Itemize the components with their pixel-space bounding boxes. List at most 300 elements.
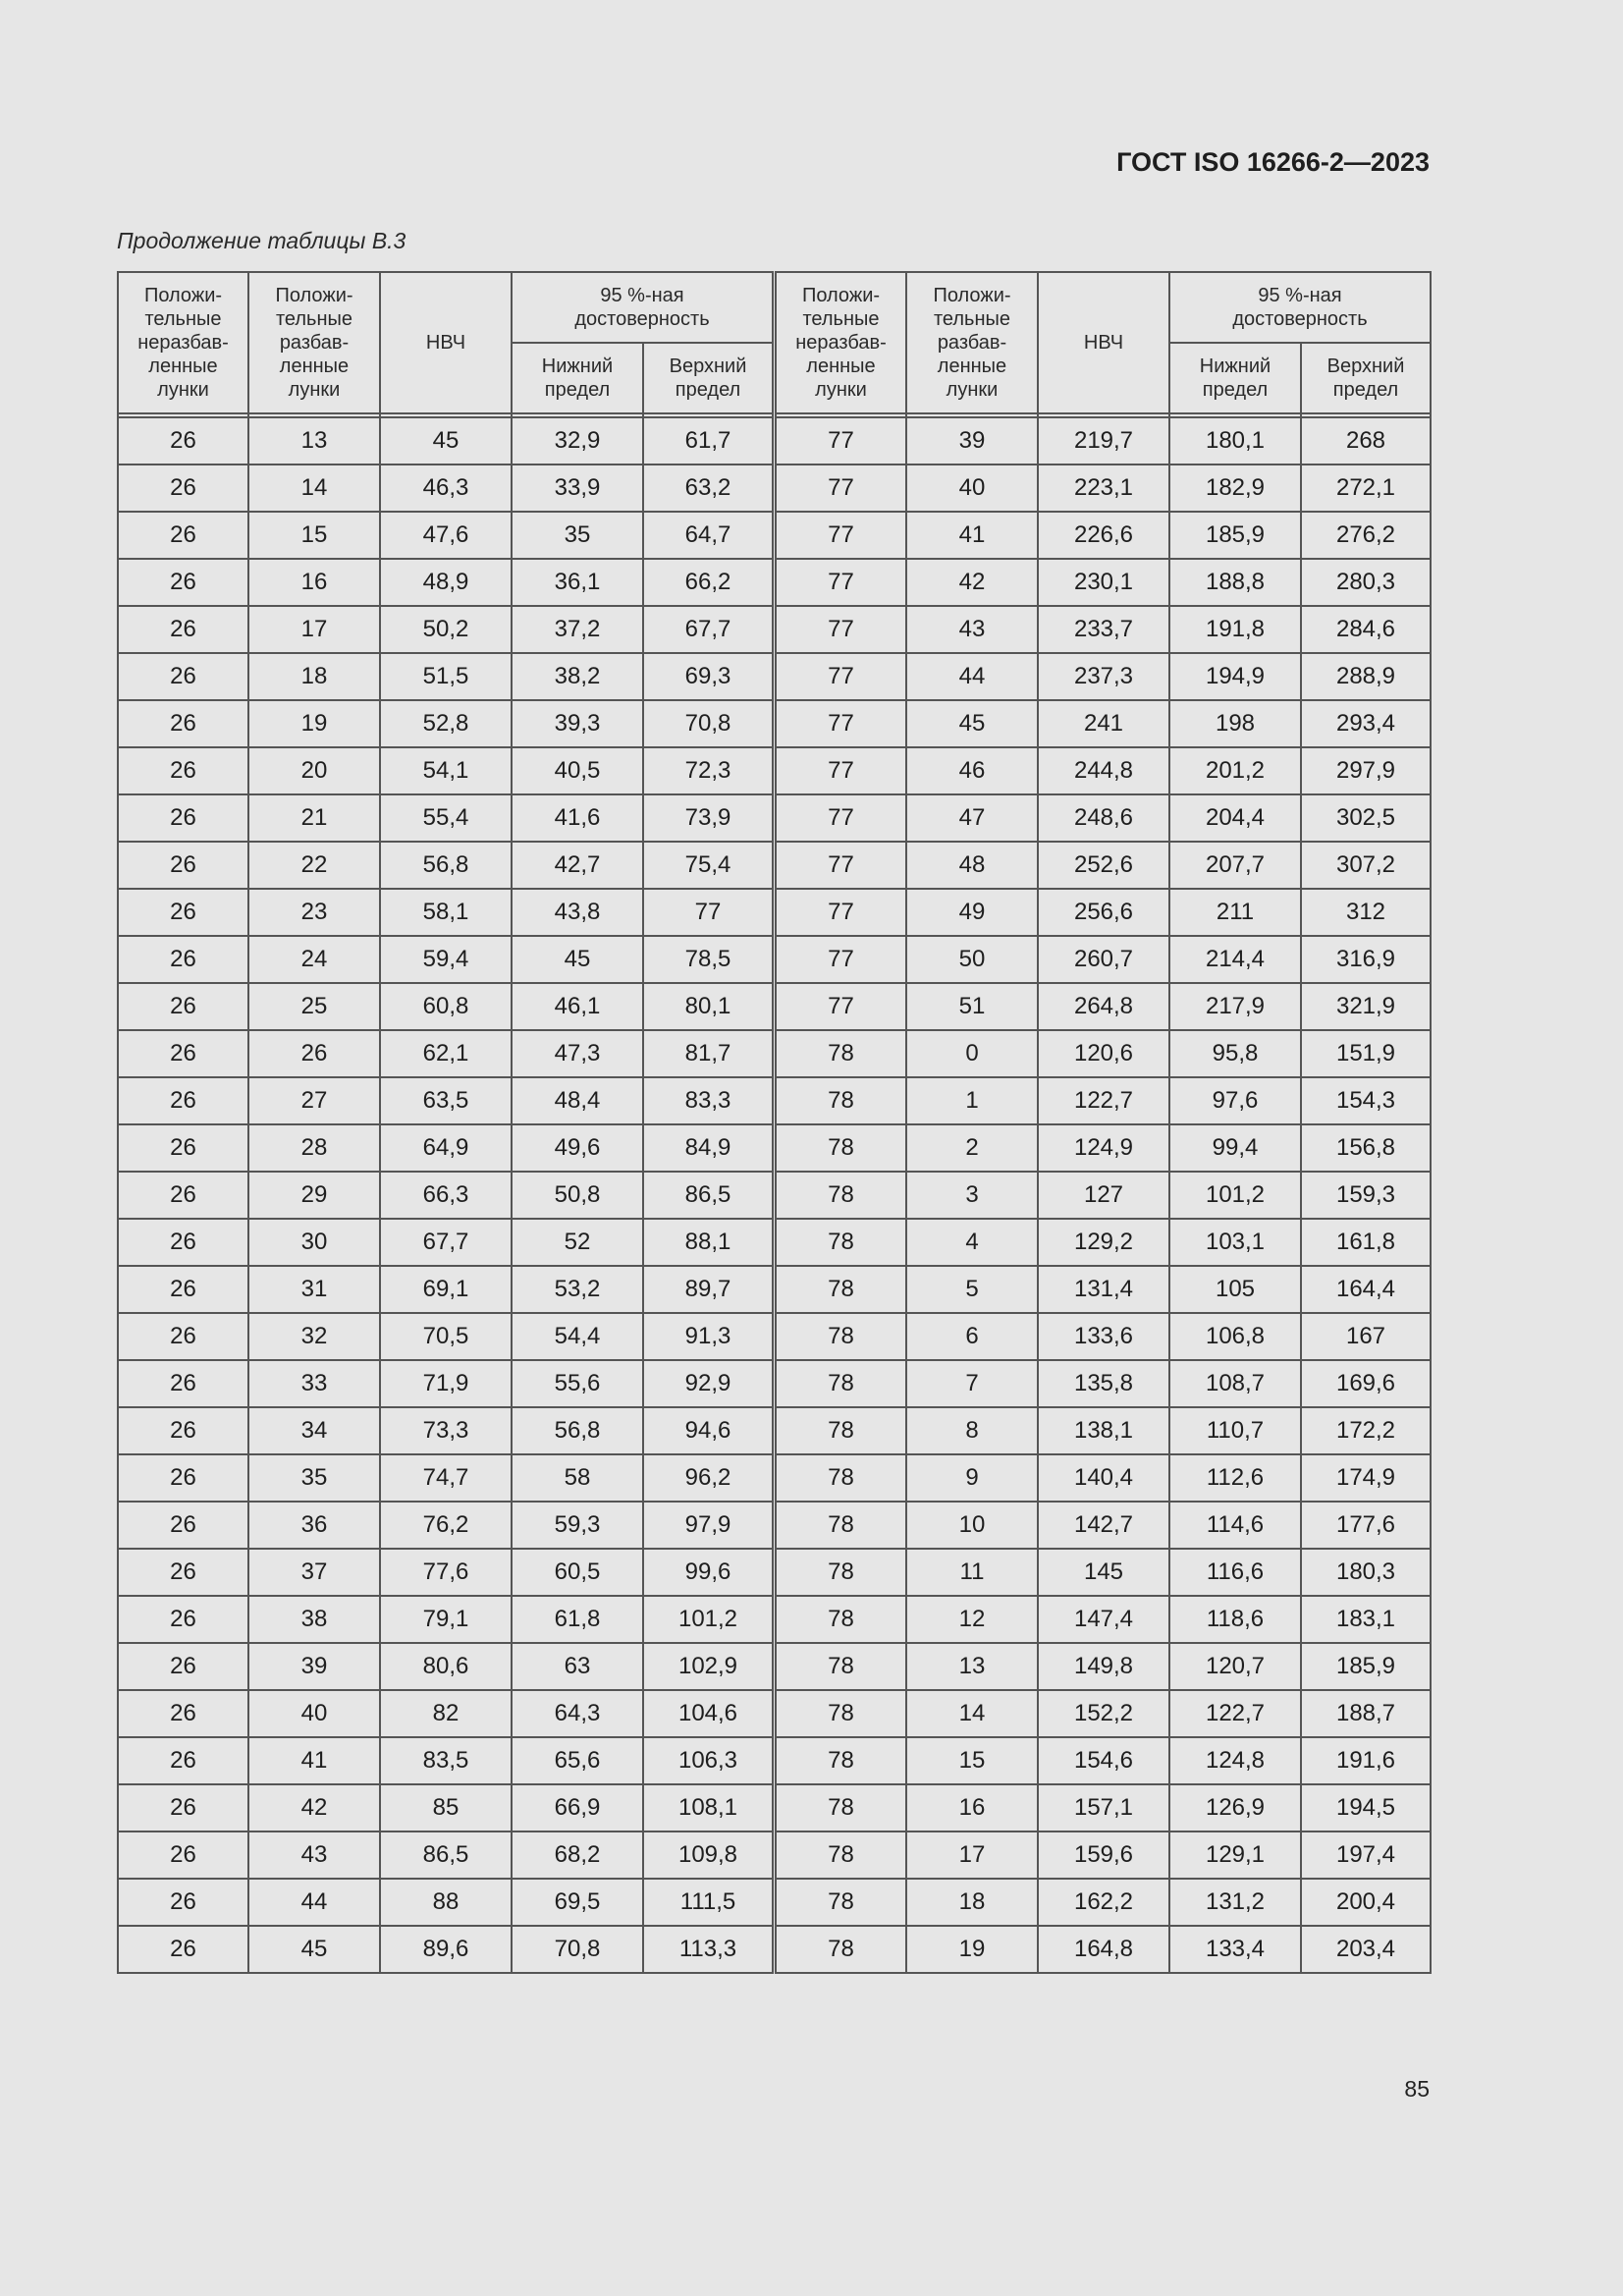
table-cell: 39,3: [512, 700, 643, 747]
table-row: [118, 1596, 773, 1643]
table-row: [776, 512, 1431, 559]
table-row: [776, 842, 1431, 889]
table-cell: 26: [118, 983, 248, 1030]
table-cell: 42,7: [512, 842, 643, 889]
table-cell: 54,1: [380, 747, 512, 794]
table-cell: 78: [776, 1690, 906, 1737]
table-cell: 188,8: [1169, 559, 1301, 606]
table-cell: 65,6: [512, 1737, 643, 1784]
table-row: [118, 559, 773, 606]
table-cell: 55,4: [380, 794, 512, 842]
table-cell: 26: [118, 1266, 248, 1313]
table-cell: 20: [248, 747, 380, 794]
table-cell: 207,7: [1169, 842, 1301, 889]
table-cell: 114,6: [1169, 1502, 1301, 1549]
table-cell: 116,6: [1169, 1549, 1301, 1596]
table-cell: 72,3: [643, 747, 773, 794]
table-cell: 256,6: [1038, 889, 1169, 936]
table-cell: 162,2: [1038, 1879, 1169, 1926]
table-cell: 80,1: [643, 983, 773, 1030]
table-row: [776, 1879, 1431, 1926]
table-row: [776, 794, 1431, 842]
table-row: [118, 700, 773, 747]
table-cell: 88: [380, 1879, 512, 1926]
table-cell: 122,7: [1169, 1690, 1301, 1737]
table-cell: 32: [248, 1313, 380, 1360]
table-cell: 77: [776, 653, 906, 700]
table-cell: 105: [1169, 1266, 1301, 1313]
table-cell: 167: [1301, 1313, 1431, 1360]
table-cell: 164,8: [1038, 1926, 1169, 1973]
header-lower-limit: Нижний предел: [512, 343, 643, 413]
table-cell: 0: [906, 1030, 1038, 1077]
table-cell: 26: [118, 889, 248, 936]
table-row: [118, 606, 773, 653]
table-cell: 284,6: [1301, 606, 1431, 653]
table-cell: 46: [906, 747, 1038, 794]
table-cell: 97,6: [1169, 1077, 1301, 1124]
table-cell: 151,9: [1301, 1030, 1431, 1077]
table-cell: 73,9: [643, 794, 773, 842]
table-cell: 31: [248, 1266, 380, 1313]
table-cell: 219,7: [1038, 417, 1169, 465]
table-cell: 43,8: [512, 889, 643, 936]
table-row: [118, 512, 773, 559]
table-cell: 108,1: [643, 1784, 773, 1831]
table-cell: 21: [248, 794, 380, 842]
table-row: [776, 417, 1431, 465]
table-cell: 74,7: [380, 1454, 512, 1502]
table-cell: 244,8: [1038, 747, 1169, 794]
table-cell: 26: [118, 1926, 248, 1973]
table-cell: 77: [776, 512, 906, 559]
table-cell: 38,2: [512, 653, 643, 700]
table-row: [118, 1266, 773, 1313]
table-cell: 78: [776, 1360, 906, 1407]
table-row: [118, 1690, 773, 1737]
table-cell: 26: [118, 1879, 248, 1926]
table-cell: 48,4: [512, 1077, 643, 1124]
header-positive-undiluted: Положи- тельные неразбав- ленные лунки: [118, 272, 248, 413]
table-cell: 29: [248, 1172, 380, 1219]
table-cell: 106,3: [643, 1737, 773, 1784]
table-row: [118, 983, 773, 1030]
table-cell: 26: [118, 1737, 248, 1784]
table-cell: 26: [118, 417, 248, 465]
table-cell: 45: [512, 936, 643, 983]
table-cell: 26: [118, 1219, 248, 1266]
table-cell: 39: [906, 417, 1038, 465]
header-positive-diluted: Положи- тельные разбав- ленные лунки: [248, 272, 380, 413]
table-cell: 94,6: [643, 1407, 773, 1454]
table-cell: 129,2: [1038, 1219, 1169, 1266]
table-cell: 78: [776, 1077, 906, 1124]
table-row: [776, 1690, 1431, 1737]
table-cell: 272,1: [1301, 465, 1431, 512]
table-row: [776, 1124, 1431, 1172]
table-cell: 102,9: [643, 1643, 773, 1690]
table-row: [776, 700, 1431, 747]
table-cell: 77: [776, 983, 906, 1030]
table-cell: 26: [118, 747, 248, 794]
table-cell: 154,6: [1038, 1737, 1169, 1784]
table-row: [776, 1172, 1431, 1219]
table-cell: 26: [118, 1643, 248, 1690]
table-cell: 183,1: [1301, 1596, 1431, 1643]
table-cell: 101,2: [643, 1596, 773, 1643]
table-row: [776, 1360, 1431, 1407]
table-cell: 135,8: [1038, 1360, 1169, 1407]
table-cell: 75,4: [643, 842, 773, 889]
table-cell: 17: [906, 1831, 1038, 1879]
table-row: [118, 653, 773, 700]
table-cell: 26: [118, 512, 248, 559]
table-cell: 77,6: [380, 1549, 512, 1596]
table-cell: 88,1: [643, 1219, 773, 1266]
table-cell: 204,4: [1169, 794, 1301, 842]
table-cell: 66,9: [512, 1784, 643, 1831]
table-cell: 149,8: [1038, 1643, 1169, 1690]
table-cell: 82: [380, 1690, 512, 1737]
table-cell: 83,5: [380, 1737, 512, 1784]
table-cell: 58,1: [380, 889, 512, 936]
table-cell: 233,7: [1038, 606, 1169, 653]
table-cell: 159,6: [1038, 1831, 1169, 1879]
table-cell: 78: [776, 1124, 906, 1172]
table-row: [118, 889, 773, 936]
table-cell: 44: [906, 653, 1038, 700]
table-row: [118, 1926, 773, 1973]
table-cell: 78: [776, 1596, 906, 1643]
table-cell: 30: [248, 1219, 380, 1266]
table-cell: 2: [906, 1124, 1038, 1172]
table-row: [776, 889, 1431, 936]
table-cell: 18: [906, 1879, 1038, 1926]
table-cell: 124,8: [1169, 1737, 1301, 1784]
header-mpn: НВЧ: [380, 272, 512, 413]
table-cell: 26: [118, 936, 248, 983]
table-cell: 293,4: [1301, 700, 1431, 747]
table-cell: 307,2: [1301, 842, 1431, 889]
table-row: [776, 983, 1431, 1030]
table-cell: 297,9: [1301, 747, 1431, 794]
table-cell: 69,5: [512, 1879, 643, 1926]
table-cell: 77: [776, 889, 906, 936]
table-cell: 260,7: [1038, 936, 1169, 983]
header-upper-limit: Верхний предел: [643, 343, 773, 413]
table-cell: 33,9: [512, 465, 643, 512]
table-cell: 188,7: [1301, 1690, 1431, 1737]
table-cell: 120,7: [1169, 1643, 1301, 1690]
table-row: [118, 1549, 773, 1596]
table-row: [776, 1219, 1431, 1266]
table-cell: 66,2: [643, 559, 773, 606]
table-row: [118, 1030, 773, 1077]
table-cell: 56,8: [380, 842, 512, 889]
table-row: [118, 1313, 773, 1360]
table-cell: 43: [248, 1831, 380, 1879]
table-cell: 198: [1169, 700, 1301, 747]
table-cell: 77: [776, 700, 906, 747]
table-cell: 38: [248, 1596, 380, 1643]
table-cell: 26: [118, 653, 248, 700]
table-cell: 174,9: [1301, 1454, 1431, 1502]
table-cell: 78,5: [643, 936, 773, 983]
table-row: [776, 1737, 1431, 1784]
table-cell: 26: [248, 1030, 380, 1077]
table-cell: 15: [906, 1737, 1038, 1784]
table-cell: 99,4: [1169, 1124, 1301, 1172]
table-cell: 47,3: [512, 1030, 643, 1077]
table-cell: 111,5: [643, 1879, 773, 1926]
table-cell: 194,5: [1301, 1784, 1431, 1831]
table-cell: 51,5: [380, 653, 512, 700]
table-cell: 133,4: [1169, 1926, 1301, 1973]
table-cell: 142,7: [1038, 1502, 1169, 1549]
table-cell: 214,4: [1169, 936, 1301, 983]
table-cell: 73,3: [380, 1407, 512, 1454]
table-cell: 14: [906, 1690, 1038, 1737]
table-cell: 77: [776, 465, 906, 512]
table-cell: 69,3: [643, 653, 773, 700]
table-cell: 169,6: [1301, 1360, 1431, 1407]
table-cell: 185,9: [1169, 512, 1301, 559]
table-cell: 64,3: [512, 1690, 643, 1737]
table-cell: 26: [118, 794, 248, 842]
table-cell: 91,3: [643, 1313, 773, 1360]
table-cell: 131,2: [1169, 1879, 1301, 1926]
table-row: [118, 1172, 773, 1219]
table-row: [776, 465, 1431, 512]
table-cell: 59,3: [512, 1502, 643, 1549]
table-cell: 24: [248, 936, 380, 983]
table-cell: 122,7: [1038, 1077, 1169, 1124]
table-cell: 185,9: [1301, 1643, 1431, 1690]
table-cell: 50,8: [512, 1172, 643, 1219]
table-cell: 78: [776, 1219, 906, 1266]
table-cell: 113,3: [643, 1926, 773, 1973]
table-cell: 86,5: [380, 1831, 512, 1879]
table-cell: 104,6: [643, 1690, 773, 1737]
table-row: [118, 1360, 773, 1407]
table-cell: 92,9: [643, 1360, 773, 1407]
table-cell: 17: [248, 606, 380, 653]
table-cell: 26: [118, 1360, 248, 1407]
table-cell: 46,3: [380, 465, 512, 512]
table-cell: 248,6: [1038, 794, 1169, 842]
table-cell: 11: [906, 1549, 1038, 1596]
table-cell: 26: [118, 1831, 248, 1879]
table-cell: 97,9: [643, 1502, 773, 1549]
table-cell: 61,8: [512, 1596, 643, 1643]
table-cell: 80,6: [380, 1643, 512, 1690]
table-cell: 26: [118, 1454, 248, 1502]
table-cell: 145: [1038, 1549, 1169, 1596]
table-cell: 77: [776, 747, 906, 794]
table-cell: 147,4: [1038, 1596, 1169, 1643]
table-cell: 101,2: [1169, 1172, 1301, 1219]
table-cell: 180,1: [1169, 417, 1301, 465]
table-cell: 45: [906, 700, 1038, 747]
table-row: [118, 842, 773, 889]
table-cell: 252,6: [1038, 842, 1169, 889]
table-cell: 26: [118, 842, 248, 889]
table-cell: 194,9: [1169, 653, 1301, 700]
table-cell: 26: [118, 1596, 248, 1643]
table-cell: 197,4: [1301, 1831, 1431, 1879]
table-cell: 27: [248, 1077, 380, 1124]
table-cell: 26: [118, 1407, 248, 1454]
table-cell: 133,6: [1038, 1313, 1169, 1360]
table-row: [776, 1643, 1431, 1690]
table-cell: 77: [643, 889, 773, 936]
table-cell: 55,6: [512, 1360, 643, 1407]
table-cell: 26: [118, 1502, 248, 1549]
table-cell: 35: [512, 512, 643, 559]
table-cell: 64,7: [643, 512, 773, 559]
table-cell: 18: [248, 653, 380, 700]
table-cell: 32,9: [512, 417, 643, 465]
table-cell: 112,6: [1169, 1454, 1301, 1502]
header-positive-diluted: Положи- тельные разбав- ленные лунки: [906, 272, 1038, 413]
table-cell: 177,6: [1301, 1502, 1431, 1549]
table-cell: 223,1: [1038, 465, 1169, 512]
table-cell: 14: [248, 465, 380, 512]
table-cell: 276,2: [1301, 512, 1431, 559]
table-cell: 110,7: [1169, 1407, 1301, 1454]
table-cell: 211: [1169, 889, 1301, 936]
table-row: [776, 1831, 1431, 1879]
table-cell: 109,8: [643, 1831, 773, 1879]
table-row: [776, 1077, 1431, 1124]
table-cell: 36,1: [512, 559, 643, 606]
table-cell: 43: [906, 606, 1038, 653]
table-cell: 77: [776, 606, 906, 653]
table-row: [776, 1549, 1431, 1596]
table-cell: 3: [906, 1172, 1038, 1219]
table-cell: 78: [776, 1879, 906, 1926]
table-cell: 316,9: [1301, 936, 1431, 983]
table-cell: 60,8: [380, 983, 512, 1030]
table-cell: 28: [248, 1124, 380, 1172]
table-cell: 89,6: [380, 1926, 512, 1973]
table-cell: 70,8: [512, 1926, 643, 1973]
table-cell: 71,9: [380, 1360, 512, 1407]
table-cell: 1: [906, 1077, 1038, 1124]
page-number: 85: [1404, 2076, 1430, 2102]
table-cell: 268: [1301, 417, 1431, 465]
table-cell: 19: [906, 1926, 1038, 1973]
table-cell: 54,4: [512, 1313, 643, 1360]
table-cell: 79,1: [380, 1596, 512, 1643]
table-row: [118, 1737, 773, 1784]
table-cell: 26: [118, 1030, 248, 1077]
table-cell: 70,8: [643, 700, 773, 747]
table-cell: 78: [776, 1266, 906, 1313]
table-cell: 40: [906, 465, 1038, 512]
table-cell: 50,2: [380, 606, 512, 653]
table-cell: 63,2: [643, 465, 773, 512]
table-row: [776, 1926, 1431, 1973]
table-cell: 26: [118, 1784, 248, 1831]
table-cell: 50: [906, 936, 1038, 983]
table-cell: 237,3: [1038, 653, 1169, 700]
header-mpn: НВЧ: [1038, 272, 1169, 413]
table-cell: 6: [906, 1313, 1038, 1360]
table-cell: 26: [118, 1313, 248, 1360]
table-row: [776, 1313, 1431, 1360]
table-row: [776, 1596, 1431, 1643]
table-cell: 138,1: [1038, 1407, 1169, 1454]
table-cell: 99,6: [643, 1549, 773, 1596]
table-caption: Продолжение таблицы В.3: [117, 228, 406, 253]
table-cell: 182,9: [1169, 465, 1301, 512]
header-confidence: 95 %-ная достоверность: [512, 272, 773, 343]
table-cell: 180,3: [1301, 1549, 1431, 1596]
table-cell: 13: [906, 1643, 1038, 1690]
table-cell: 131,4: [1038, 1266, 1169, 1313]
table-cell: 120,6: [1038, 1030, 1169, 1077]
table-row: [118, 417, 773, 465]
table-cell: 39: [248, 1643, 380, 1690]
table-cell: 52,8: [380, 700, 512, 747]
table-cell: 226,6: [1038, 512, 1169, 559]
table-cell: 59,4: [380, 936, 512, 983]
table-cell: 41: [906, 512, 1038, 559]
table-cell: 26: [118, 1124, 248, 1172]
table-cell: 157,1: [1038, 1784, 1169, 1831]
table-row: [776, 1454, 1431, 1502]
table-cell: 69,1: [380, 1266, 512, 1313]
table-row: [118, 747, 773, 794]
table-cell: 172,2: [1301, 1407, 1431, 1454]
table-row: [118, 1879, 773, 1926]
table-cell: 154,3: [1301, 1077, 1431, 1124]
table-cell: 45: [380, 417, 512, 465]
table-cell: 26: [118, 1077, 248, 1124]
table-cell: 217,9: [1169, 983, 1301, 1030]
table-row: [776, 606, 1431, 653]
table-cell: 36: [248, 1502, 380, 1549]
table-cell: 7: [906, 1360, 1038, 1407]
table-cell: 44: [248, 1879, 380, 1926]
table-cell: 129,1: [1169, 1831, 1301, 1879]
header-lower-limit: Нижний предел: [1169, 343, 1301, 413]
table-row: [118, 936, 773, 983]
table-row: [776, 1784, 1431, 1831]
table-cell: 25: [248, 983, 380, 1030]
table-cell: 9: [906, 1454, 1038, 1502]
table-cell: 49,6: [512, 1124, 643, 1172]
table-cell: 124,9: [1038, 1124, 1169, 1172]
table-cell: 67,7: [643, 606, 773, 653]
table-cell: 40,5: [512, 747, 643, 794]
table-cell: 5: [906, 1266, 1038, 1313]
table-cell: 78: [776, 1502, 906, 1549]
table-cell: 41: [248, 1737, 380, 1784]
table-cell: 58: [512, 1454, 643, 1502]
table-cell: 201,2: [1169, 747, 1301, 794]
table-cell: 78: [776, 1831, 906, 1879]
table-cell: 96,2: [643, 1454, 773, 1502]
table-cell: 35: [248, 1454, 380, 1502]
table-cell: 108,7: [1169, 1360, 1301, 1407]
table-cell: 15: [248, 512, 380, 559]
table-cell: 70,5: [380, 1313, 512, 1360]
table-cell: 8: [906, 1407, 1038, 1454]
table-cell: 78: [776, 1926, 906, 1973]
table-cell: 60,5: [512, 1549, 643, 1596]
